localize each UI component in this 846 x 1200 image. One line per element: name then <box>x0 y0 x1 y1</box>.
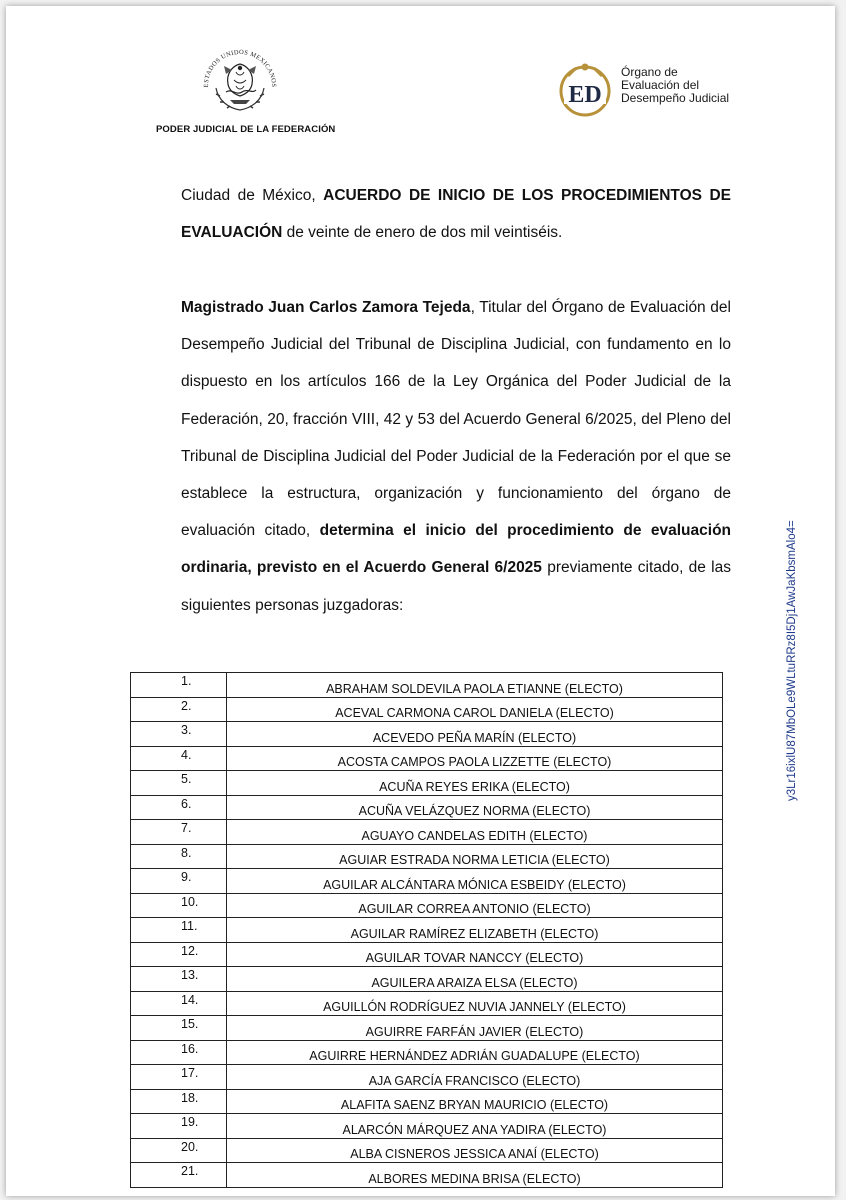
row-number: 21. <box>131 1163 227 1188</box>
row-number: 4. <box>131 746 227 771</box>
row-number: 14. <box>131 991 227 1016</box>
person-name: ALBA CISNEROS JESSICA ANAÍ (ELECTO) <box>227 1138 723 1163</box>
row-number: 2. <box>131 697 227 722</box>
row-number: 20. <box>131 1138 227 1163</box>
row-number: 15. <box>131 1016 227 1041</box>
person-name: AGUIRRE HERNÁNDEZ ADRIÁN GUADALUPE (ELECTO) <box>227 1040 723 1065</box>
row-number: 17. <box>131 1065 227 1090</box>
person-name: AJA GARCÍA FRANCISCO (ELECTO) <box>227 1065 723 1090</box>
table-row <box>131 918 723 943</box>
table-row <box>131 893 723 918</box>
table-row <box>131 942 723 967</box>
table-row <box>131 722 723 747</box>
row-number: 16. <box>131 1040 227 1065</box>
row-number: 12. <box>131 942 227 967</box>
person-name: AGUIRRE FARFÁN JAVIER (ELECTO) <box>227 1016 723 1041</box>
person-name: AGUILAR ALCÁNTARA MÓNICA ESBEIDY (ELECTO) <box>227 869 723 894</box>
row-number: 9. <box>131 869 227 894</box>
logo-line: Desempeño Judicial <box>621 91 730 105</box>
row-number: 18. <box>131 1089 227 1114</box>
seal-ring-text: ESTADOS UNIDOS MEXICANOS <box>202 48 278 88</box>
text-run: previamente citado, de las siguientes personas juzgadoras: <box>181 559 731 614</box>
bold-run: ACUERDO DE INICIO DE LOS PROCEDIMIENTOS DE EVALUACIÓN <box>181 187 731 242</box>
person-name: AGUILAR RAMÍREZ ELIZABETH (ELECTO) <box>227 918 723 943</box>
person-name: AGUIAR ESTRADA NORMA LETICIA (ELECTO) <box>227 844 723 869</box>
table-row <box>131 746 723 771</box>
person-name: ABRAHAM SOLDEVILA PAOLA ETIANNE (ELECTO) <box>227 673 723 698</box>
row-number: 13. <box>131 967 227 992</box>
person-name: ACOSTA CAMPOS PAOLA LIZZETTE (ELECTO) <box>227 746 723 771</box>
person-name: AGUILAR CORREA ANTONIO (ELECTO) <box>227 893 723 918</box>
table-row <box>131 991 723 1016</box>
opening-paragraph <box>131 177 731 251</box>
row-number: 11. <box>131 918 227 943</box>
person-name: AGUILLÓN RODRÍGUEZ NUVIA JANNELY (ELECTO) <box>227 991 723 1016</box>
table-row <box>131 1138 723 1163</box>
table-row <box>131 673 723 698</box>
mexican-coat-of-arms-icon <box>196 36 284 124</box>
body-paragraph <box>131 289 731 624</box>
person-name: ALARCÓN MÁRQUEZ ANA YADIRA (ELECTO) <box>227 1114 723 1139</box>
ed-logo-icon <box>554 58 616 120</box>
row-number: 10. <box>131 893 227 918</box>
bold-run: Magistrado Juan Carlos Zamora Tejeda <box>181 299 471 316</box>
table-row <box>131 820 723 845</box>
logo-mark: ED <box>568 82 602 108</box>
table-row <box>131 869 723 894</box>
document-page <box>6 6 835 1196</box>
row-number: 6. <box>131 795 227 820</box>
table-row <box>131 1065 723 1090</box>
row-number: 8. <box>131 844 227 869</box>
person-name: ACUÑA REYES ERIKA (ELECTO) <box>227 771 723 796</box>
logo-line: Órgano de <box>621 65 678 79</box>
table-row <box>131 1089 723 1114</box>
person-name: AGUILERA ARAIZA ELSA (ELECTO) <box>227 967 723 992</box>
table-row <box>131 1163 723 1188</box>
row-number: 5. <box>131 771 227 796</box>
seal-caption: PODER JUDICIAL DE LA FEDERACIÓN <box>156 124 336 135</box>
person-name: ACEVEDO PEÑA MARÍN (ELECTO) <box>227 722 723 747</box>
table-row <box>131 967 723 992</box>
person-name: AGUILAR TOVAR NANCCY (ELECTO) <box>227 942 723 967</box>
text-run: , Titular del Órgano de Evaluación del Desempeño Judicial del Tribunal de Disciplina Judicial, con fundamento en lo dispuesto en los artículos 166 de la Ley Orgánica del Poder Judicial de la Federación, 20, fracción VIII, 42 y 53 del Acuerdo General 6/2025, del Pleno del Tribunal de Disciplina Judicial del Poder Judicial de la Federación por el que se establece la estructura, organización y funcionamiento del órgano de evaluación citado, <box>181 299 731 540</box>
person-name: ACEVAL CARMONA CAROL DANIELA (ELECTO) <box>227 697 723 722</box>
table-row <box>131 1016 723 1041</box>
person-name: AGUAYO CANDELAS EDITH (ELECTO) <box>227 820 723 845</box>
text-run: Ciudad de México, <box>181 187 324 204</box>
table-row <box>131 795 723 820</box>
bold-run: determina el inicio del procedimiento de evaluación ordinaria, previsto en el Acuerdo General 6/2025 <box>181 522 732 577</box>
table-row <box>131 1040 723 1065</box>
oed-logo-text <box>621 66 729 105</box>
pjf-seal <box>156 36 336 138</box>
table-row <box>131 844 723 869</box>
logo-line: Evaluación del <box>621 78 700 92</box>
table-row <box>131 697 723 722</box>
table-row <box>131 1114 723 1139</box>
table-row <box>131 771 723 796</box>
persons-table <box>130 672 723 1188</box>
oed-logo <box>554 58 754 120</box>
text-run: de veinte de enero de dos mil veintiséis. <box>282 224 563 242</box>
verification-code: y3Lr16ixlU87MbOLe9WLtuRRz8I5Dj1AwJaKbsmAlo4= <box>786 520 798 801</box>
person-name: ALAFITA SAENZ BRYAN MAURICIO (ELECTO) <box>227 1089 723 1114</box>
row-number: 19. <box>131 1114 227 1139</box>
row-number: 7. <box>131 820 227 845</box>
row-number: 1. <box>131 673 227 698</box>
row-number: 3. <box>131 722 227 747</box>
person-name: ALBORES MEDINA BRISA (ELECTO) <box>227 1163 723 1188</box>
person-name: ACUÑA VELÁZQUEZ NORMA (ELECTO) <box>227 795 723 820</box>
